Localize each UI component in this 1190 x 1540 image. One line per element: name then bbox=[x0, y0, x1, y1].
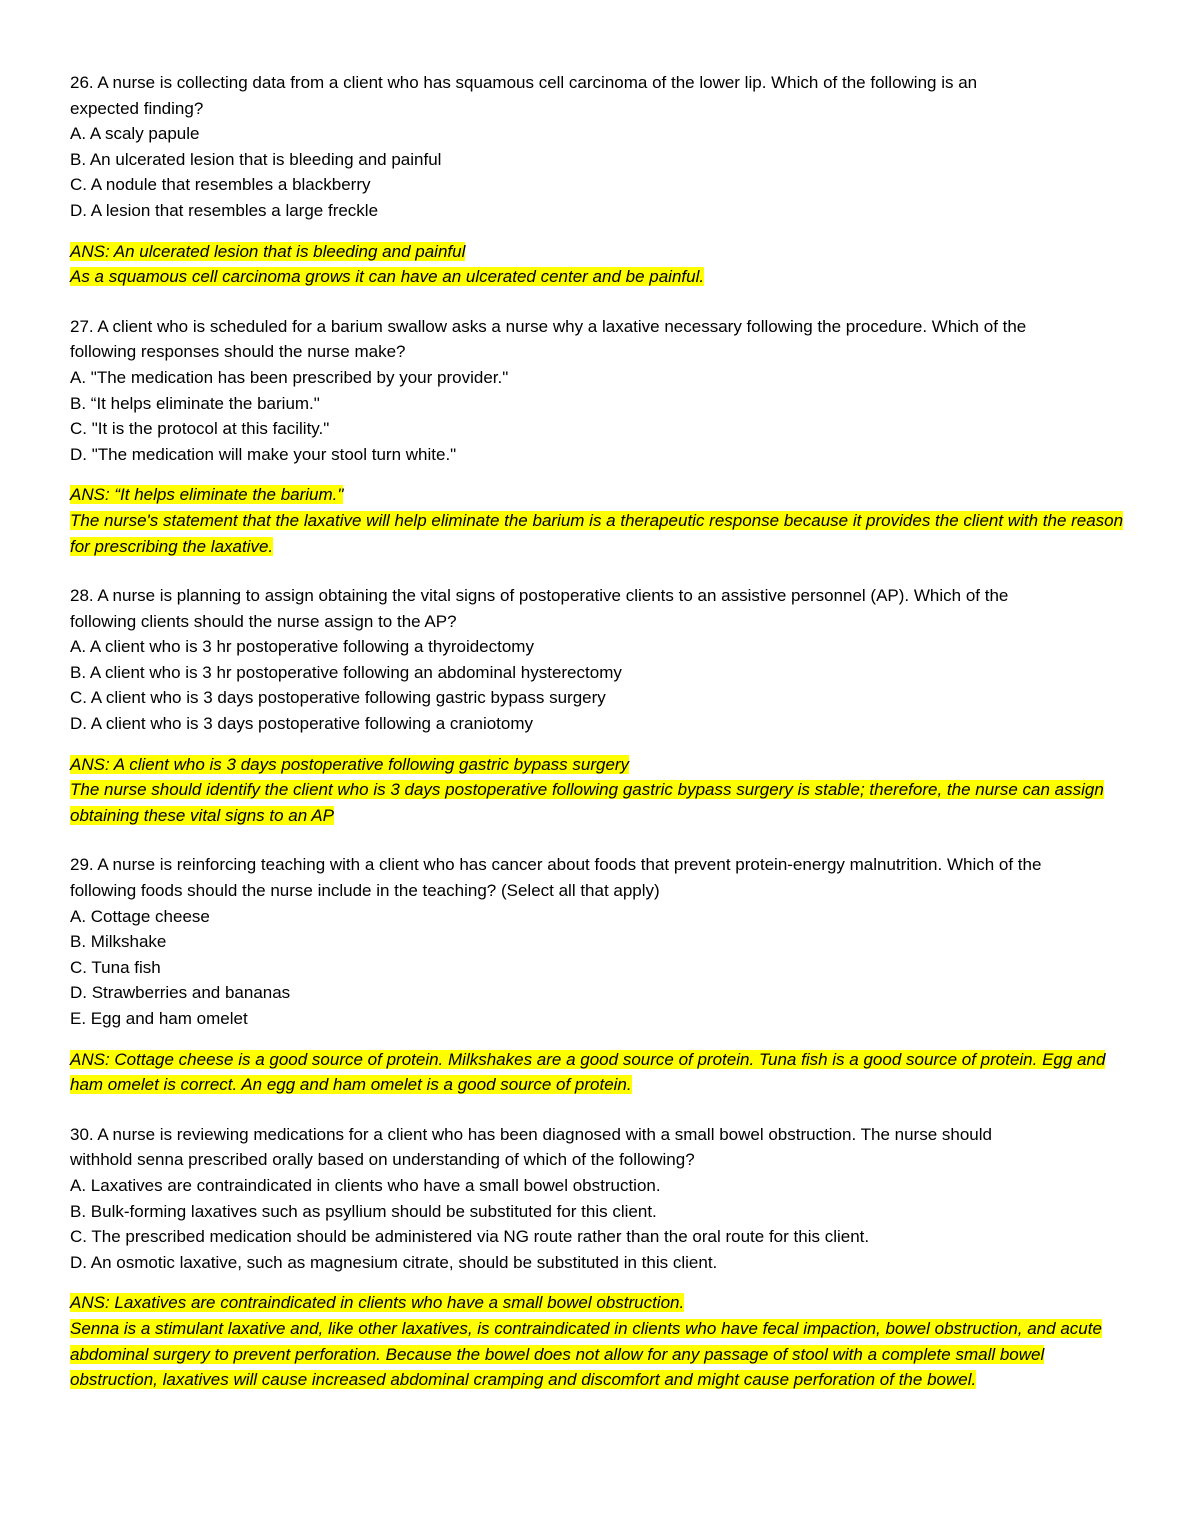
option-a: A. "The medication has been prescribed by your provider." bbox=[70, 367, 509, 387]
question-27 bbox=[70, 314, 1130, 559]
option-c: C. The prescribed medication should be administered via NG route rather than the oral route for this client. bbox=[70, 1227, 870, 1247]
option-a: A. A client who is 3 hr postoperative following a thyroidectomy bbox=[70, 637, 534, 657]
answer-text: ANS: A client who is 3 days postoperative following gastric bypass surgery bbox=[70, 754, 630, 774]
option-c: C. A nodule that resembles a blackberry bbox=[70, 175, 371, 195]
question-stem: 27. A client who is scheduled for a barium swallow asks a nurse why a laxative necessary following the procedure. Which of the following responses should the nurse make? bbox=[70, 316, 1027, 362]
answer-text: ANS: Cottage cheese is a good source of protein. Milkshakes are a good source of protein. Tuna fish is a good source of protein. Egg and ham omelet is correct. An egg and ham omelet is a good source of protein. bbox=[70, 1049, 1106, 1095]
question-stem: 28. A nurse is planning to assign obtaining the vital signs of postoperative clients to an assistive personnel (AP). Which of the following clients should the nurse assign to the AP? bbox=[70, 586, 1009, 631]
option-d: D. A client who is 3 days postoperative following a craniotomy bbox=[70, 714, 534, 734]
answer-block bbox=[70, 1047, 1130, 1098]
option-d: D. "The medication will make your stool turn white." bbox=[70, 444, 457, 464]
option-a: A. A scaly papule bbox=[70, 124, 200, 144]
rationale-text: The nurse should identify the client who is 3 days postoperative following gastric bypass surgery is stable; therefore, the nurse can assign obtaining these vital signs to an AP bbox=[70, 780, 1104, 825]
option-b: B. An ulcerated lesion that is bleeding and painful bbox=[70, 149, 442, 169]
question-stem: 29. A nurse is reinforcing teaching with a client who has cancer about foods that prevent protein-energy malnutrition. Which of the following foods should the nurse include in the teaching? (Select all that apply) bbox=[70, 855, 1042, 901]
option-d: D. An osmotic laxative, such as magnesium citrate, should be substituted in this client. bbox=[70, 1252, 718, 1272]
option-e: E. Egg and ham omelet bbox=[70, 1009, 248, 1028]
option-d: D. A lesion that resembles a large freckle bbox=[70, 200, 379, 220]
question-28 bbox=[70, 583, 1130, 828]
answer-text: ANS: “It helps eliminate the barium." bbox=[70, 485, 344, 505]
rationale-text: Senna is a stimulant laxative and, like other laxatives, is contraindicated in clients who have fecal impaction, bowel obstruction, and acute abdominal surgery to prevent perforation. Because the bowel does not allow for any passage of stool with a complete small bowel obstruction, laxatives will cause increased abdominal cramping and discomfort and might cause perforation of the bowel. bbox=[70, 1318, 1102, 1390]
option-b: B. A client who is 3 hr postoperative following an abdominal hysterectomy bbox=[70, 662, 622, 682]
option-a: A. Laxatives are contraindicated in clients who have a small bowel obstruction. bbox=[70, 1175, 661, 1195]
answer-text: ANS: An ulcerated lesion that is bleeding and painful bbox=[70, 241, 466, 261]
question-26 bbox=[70, 70, 1130, 290]
question-stem: 26. A nurse is collecting data from a client who has squamous cell carcinoma of the lower lip. Which of the following is an expected finding? bbox=[70, 73, 978, 118]
answer-block bbox=[70, 1290, 1130, 1392]
question-29 bbox=[70, 852, 1130, 1097]
answer-block bbox=[70, 239, 1130, 290]
rationale-text: As a squamous cell carcinoma grows it can have an ulcerated center and be painful. bbox=[70, 267, 705, 287]
answer-text: ANS: Laxatives are contraindicated in clients who have a small bowel obstruction. bbox=[70, 1293, 685, 1313]
option-d: D. Strawberries and bananas bbox=[70, 983, 291, 1003]
rationale-text: The nurse's statement that the laxative will help eliminate the barium is a therapeutic response because it provides the client with the reason for prescribing the laxative. bbox=[70, 510, 1124, 556]
option-b: B. Milkshake bbox=[70, 932, 167, 952]
option-c: C. "It is the protocol at this facility." bbox=[70, 419, 330, 439]
option-c: C. A client who is 3 days postoperative following gastric bypass surgery bbox=[70, 688, 606, 708]
option-b: B. “It helps eliminate the barium." bbox=[70, 393, 320, 413]
answer-block bbox=[70, 752, 1130, 829]
option-c: C. Tuna fish bbox=[70, 957, 161, 977]
option-a: A. Cottage cheese bbox=[70, 906, 210, 926]
question-30 bbox=[70, 1122, 1130, 1393]
question-stem: 30. A nurse is reviewing medications for a client who has been diagnosed with a small bowel obstruction. The nurse should withhold senna prescribed orally based on understanding of which of the following? bbox=[70, 1124, 992, 1170]
answer-block bbox=[70, 482, 1130, 559]
option-b: B. Bulk-forming laxatives such as psyllium should be substituted for this client. bbox=[70, 1201, 657, 1221]
